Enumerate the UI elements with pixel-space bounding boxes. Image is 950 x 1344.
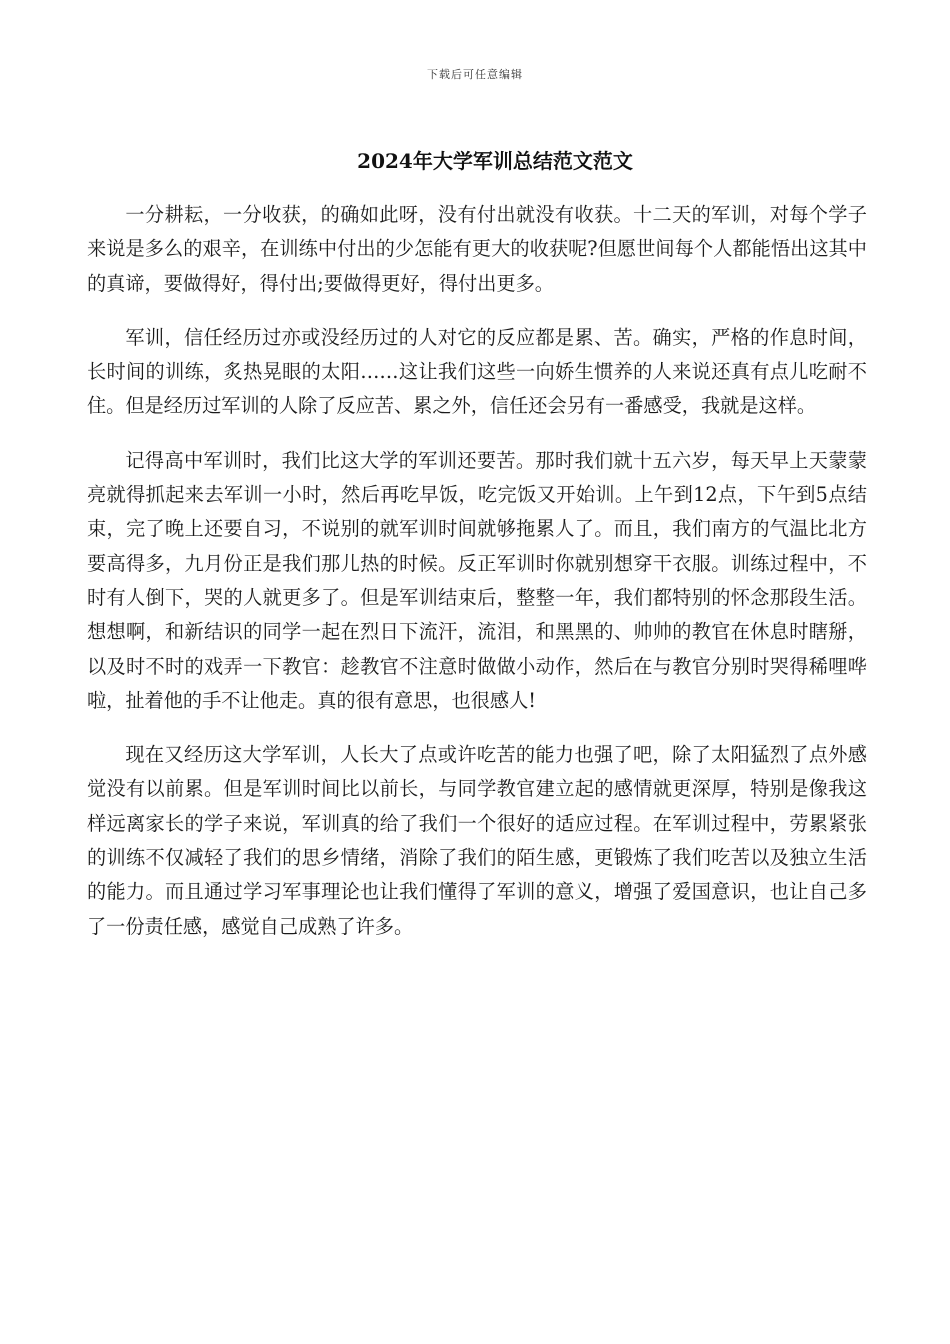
document-title: 2024年大学军训总结范文范文 xyxy=(357,149,633,173)
paragraph-2: 军训，信任经历过亦或没经历过的人对它的反应都是累、苦。确实，严格的作息时间，长时间的训练，炙热晃眼的太阳……这让我们这些一向娇生惯养的人来说还真有点儿吃耐不住。但是经历过军训的人除了反应苦、累之外，信任还会另有一番感受，我就是这样。 xyxy=(87,325,867,418)
header-note: 下载后可任意编辑 xyxy=(427,68,523,81)
paragraph-1: 一分耕耘，一分收获，的确如此呀，没有付出就没有收获。十二天的军训，对每个学子来说是多么的艰辛，在训练中付出的少怎能有更大的收获呢?但愿世间每个人都能悟出这其中的真谛，要做得好，得付出;要做得更好，得付出更多。 xyxy=(87,203,867,295)
paragraph-4: 现在又经历这大学军训，人长大了点或许吃苦的能力也强了吧，除了太阳猛烈了点外感觉没有以前累。但是军训时间比以前长，与同学教官建立起的感情就更深厚，特别是像我这样远离家长的学子来说，军训真的给了我们一个很好的适应过程。在军训过程中，劳累紧张的训练不仅减轻了我们的思乡情绪，消除了我们的陌生感，更锻炼了我们吃苦以及独立生活的能力。而且通过学习军事理论也让我们懂得了军训的意义，增强了爱国意识，也让自己多了一份责任感，感觉自己成熟了许多。 xyxy=(87,743,867,938)
document-body xyxy=(87,198,867,964)
paragraph-3: 记得高中军训时，我们比这大学的军训还要苦。那时我们就十五六岁，每天早上天蒙蒙亮就得抓起来去军训一小时，然后再吃早饭，吃完饭又开始训。上午到12点，下午到5点结束，完了晚上还要自习，不说别的就军训时间就够拖累人了。而且，我们南方的气温比北方要高得多，九月份正是我们那儿热的时候。反正军训时你就别想穿干衣服。训练过程中，不时有人倒下，哭的人就更多了。但是军训结束后，整整一年，我们都特别的怀念那段生活。想想啊，和新结识的同学一起在烈日下流汗，流泪，和黑黑的、帅帅的教官在休息时瞎掰，以及时不时的戏弄一下教官：趁教官不注意时做做小动作，然后在与教官分别时哭得稀哩哗啦，扯着他的手不让他走。真的很有意思，也很感人! xyxy=(87,448,867,712)
